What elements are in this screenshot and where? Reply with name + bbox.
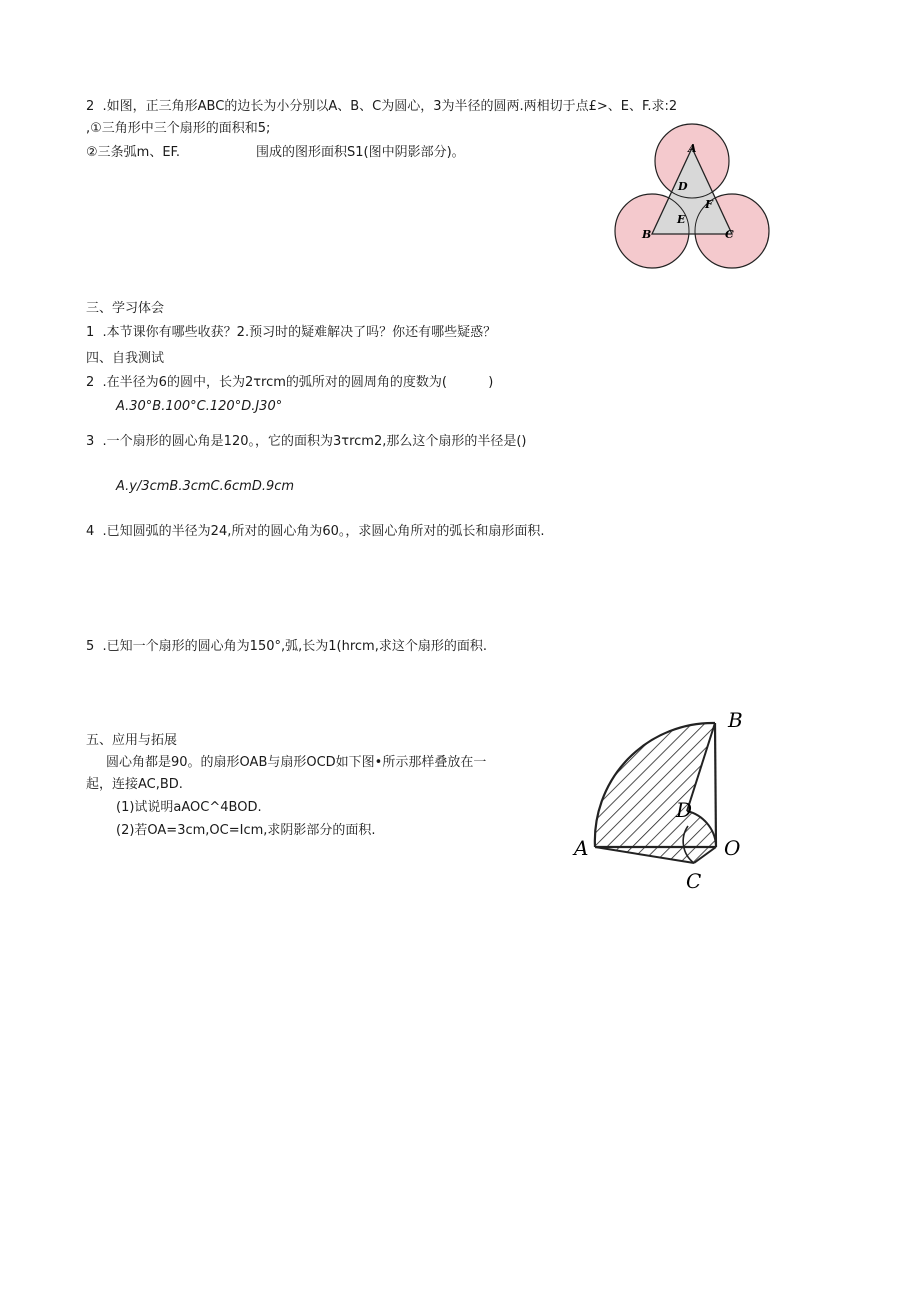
section5-sub1: (1)试说明aAOC^4BOD. bbox=[116, 800, 262, 815]
q2-line3b: 围成的图形面积S1(图中阴影部分)。 bbox=[256, 145, 465, 160]
shaded-region bbox=[595, 723, 716, 863]
label-o2: O bbox=[724, 836, 741, 860]
q2-line2: ,①三角形中三个扇形的面积和5; bbox=[86, 121, 271, 136]
q2-line3a: ②三条弧m、EF. bbox=[86, 145, 181, 160]
section5-title: 五、应用与拓展 bbox=[86, 733, 178, 748]
q2-line1: 2 .如图，正三角形ABC的边长为小分别以A、B、C为圆心，3为半径的圆两.两相切于点£>、E、F.求:2 bbox=[86, 99, 678, 114]
label-b2: B bbox=[728, 708, 743, 732]
section5-sub2: (2)若OA=3cm,OC=Icm,求阴影部分的面积. bbox=[116, 823, 376, 838]
sectors-figure bbox=[570, 705, 770, 900]
section3-title: 三、学习体会 bbox=[86, 301, 165, 316]
label-f: F bbox=[705, 198, 713, 211]
three-circles-figure bbox=[610, 120, 780, 270]
label-d: D bbox=[678, 180, 688, 193]
section4-q5: 5 .已知一个扇形的圆心角为150°,弧,长为1(hrcm,求这个扇形的面积. bbox=[86, 639, 487, 654]
section5-line2: 起，连接AC,BD. bbox=[86, 777, 183, 792]
section3-item1: 1 .本节课你有哪些收获？2.预习时的疑难解决了吗？你还有哪些疑惑？ bbox=[86, 325, 497, 340]
label-e: E bbox=[677, 213, 686, 226]
label-a2: A bbox=[574, 836, 589, 860]
label-c2: C bbox=[686, 869, 702, 893]
label-a: A bbox=[688, 142, 697, 155]
segment-ob bbox=[715, 723, 716, 847]
label-c: C bbox=[725, 228, 734, 241]
label-d2: D bbox=[676, 798, 693, 822]
section5-line1: 圆心角都是90。的扇形OAB与扇形OCD如下图•所示那样叠放在一 bbox=[106, 755, 487, 770]
section4-q2-options: A.30°B.100°C.120°D.J30° bbox=[116, 399, 283, 414]
section4-title: 四、自我测试 bbox=[86, 351, 165, 366]
section4-q3-options: A.y/3cmB.3cmC.6cmD.9cm bbox=[116, 479, 295, 494]
section4-q2: 2 .在半径为6的圆中，长为2τrcm的弧所对的圆周角的度数为( ) bbox=[86, 375, 494, 390]
section4-q3: 3 .一个扇形的圆心角是120。，它的面积为3τrcm2,那么这个扇形的半径是() bbox=[86, 434, 527, 449]
label-b: B bbox=[642, 228, 652, 241]
section4-q4: 4 .已知圆弧的半径为24,所对的圆心角为60。，求圆心角所对的弧长和扇形面积. bbox=[86, 524, 545, 539]
